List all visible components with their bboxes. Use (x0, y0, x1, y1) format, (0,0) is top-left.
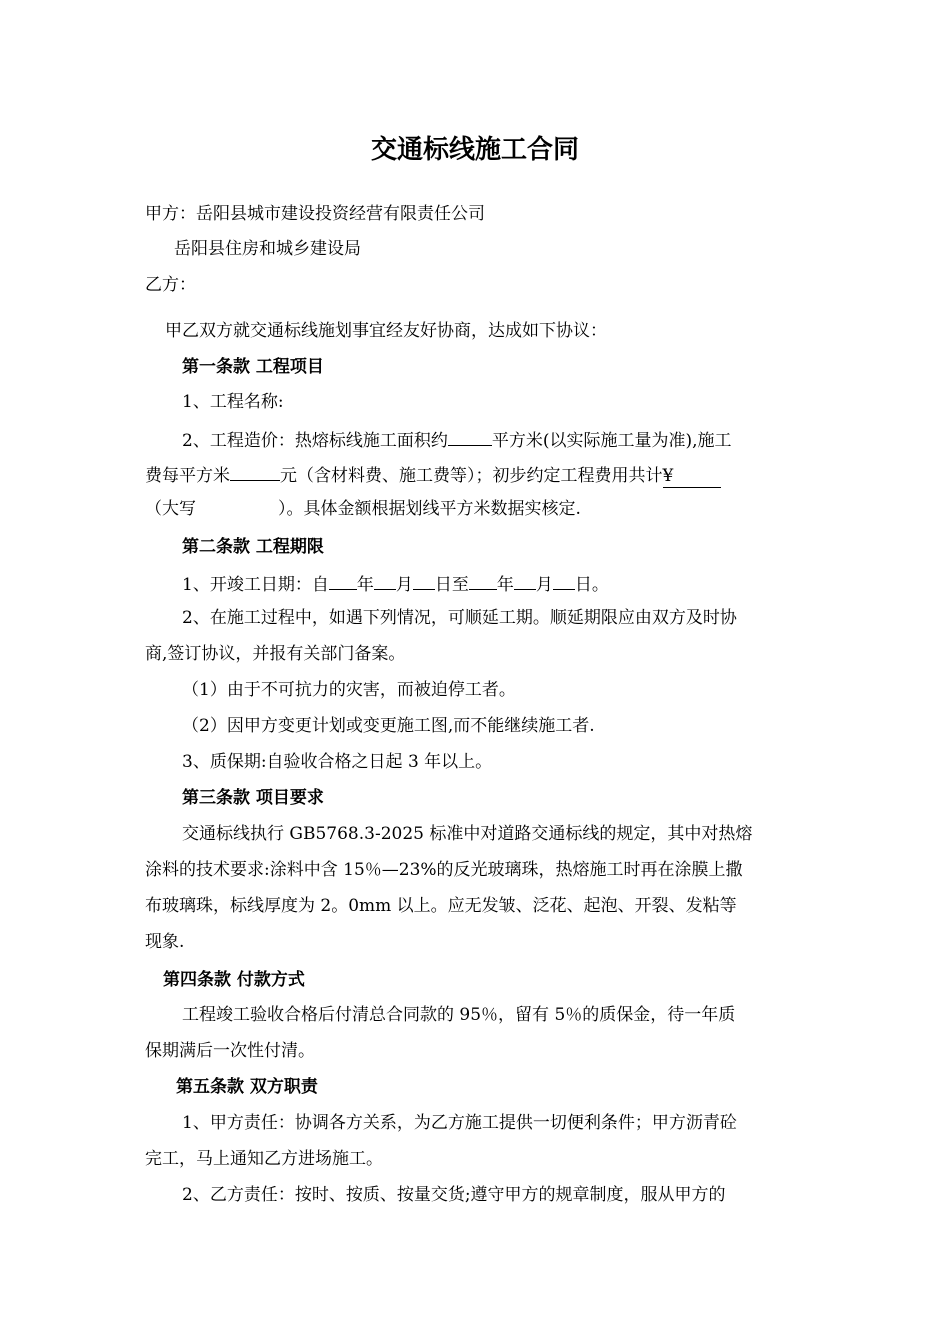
duties-line-1: 1、甲方责任：协调各方关系，为乙方施工提供一切便利条件；甲方沥青砼 (182, 1113, 737, 1133)
cost-text-f: ）。具体金额根据划线平方米数据实核定. (278, 499, 581, 519)
cost-text-e: （大写 (145, 499, 196, 519)
project-name: 1、工程名称: (182, 392, 284, 412)
duties-line-2: 完工，马上通知乙方进场施工。 (145, 1149, 383, 1169)
party-a-label: 甲方： (145, 204, 196, 224)
section-2-heading: 第二条款 工程期限 (182, 537, 324, 557)
extension-case-2: （2）因甲方变更计划或变更施工图,而不能继续施工者. (182, 716, 595, 736)
area-blank (448, 427, 492, 446)
end-year-blank (469, 571, 497, 590)
start-day-blank (413, 571, 435, 590)
party-a-name-2: 岳阳县住房和城乡建设局 (174, 239, 361, 259)
cost-text-b: 平方米(以实际施工量为准),施工 (491, 431, 732, 451)
day-end-label: 日。 (574, 575, 609, 595)
section-4-heading: 第四条款 付款方式 (163, 970, 305, 990)
document-title: 交通标线施工合同 (370, 135, 579, 165)
payment-line-1: 工程竣工验收合格后付清总合同款的 95％，留有 5％的质保金，待一年质 (182, 1005, 736, 1025)
yen-symbol: ¥ (662, 466, 674, 486)
construction-dates (182, 571, 609, 596)
requirements-line-3: 布玻璃珠，标线厚度为 2。0mm 以上。应无发皱、泛花、起泡、开裂、发粘等 (145, 896, 737, 916)
requirements-line-1: 交通标线执行 GB5768.3-2025 标准中对道路交通标线的规定，其中对热熔 (182, 824, 753, 844)
party-b-label: 乙方： (145, 275, 196, 295)
extension-clause-1: 2、在施工过程中，如遇下列情况，可顺延工期。顺延期限应由双方及时协 (182, 608, 737, 628)
month-label: 月 (395, 575, 413, 595)
intro-paragraph: 甲乙双方就交通标线施划事宜经友好协商，达成如下协议： (165, 321, 607, 341)
end-month-blank (514, 571, 536, 590)
section-3-heading: 第三条款 项目要求 (182, 788, 324, 808)
section-5-heading: 第五条款 双方职责 (176, 1077, 318, 1097)
unit-price-blank (230, 462, 280, 481)
requirements-line-4: 现象. (145, 932, 185, 952)
day-to-label: 日至 (434, 575, 469, 595)
extension-clause-2: 商,签订协议，并报有关部门备案。 (145, 644, 406, 664)
start-year-blank (329, 571, 357, 590)
project-cost-line-1 (182, 427, 732, 452)
year-label: 年 (356, 575, 374, 595)
party-a-name-1: 岳阳县城市建设投资经营有限责任公司 (196, 204, 485, 224)
cost-text-d: 元（含材料费、施工费等）；初步约定工程费用共计 (280, 466, 663, 486)
payment-line-2: 保期满后一次性付清。 (145, 1041, 315, 1061)
cost-text-c: 费每平方米 (145, 466, 230, 486)
dates-from-text: 1、开竣工日期：自 (182, 575, 329, 595)
requirements-line-2: 涂料的技术要求:涂料中含 15％—23%的反光玻璃珠，热熔施工时再在涂膜上撒 (145, 860, 743, 880)
party-a-line (145, 203, 485, 225)
cost-text-a: 2、工程造价：热熔标线施工面积约 (182, 431, 448, 451)
duties-line-3: 2、乙方责任：按时、按质、按量交货;遵守甲方的规章制度，服从甲方的 (182, 1185, 726, 1205)
month-label-2: 月 (535, 575, 553, 595)
section-1-heading: 第一条款 工程项目 (182, 357, 324, 377)
extension-case-1: （1）由于不可抗力的灾害，而被迫停工者。 (182, 680, 516, 700)
project-cost-line-3 (145, 498, 581, 520)
total-amount-blank (663, 465, 721, 488)
start-month-blank (374, 571, 396, 590)
warranty-period: 3、质保期:自验收合格之日起 3 年以上。 (182, 752, 493, 772)
project-cost-line-2 (145, 462, 721, 488)
end-day-blank (553, 571, 575, 590)
year-label-2: 年 (496, 575, 514, 595)
